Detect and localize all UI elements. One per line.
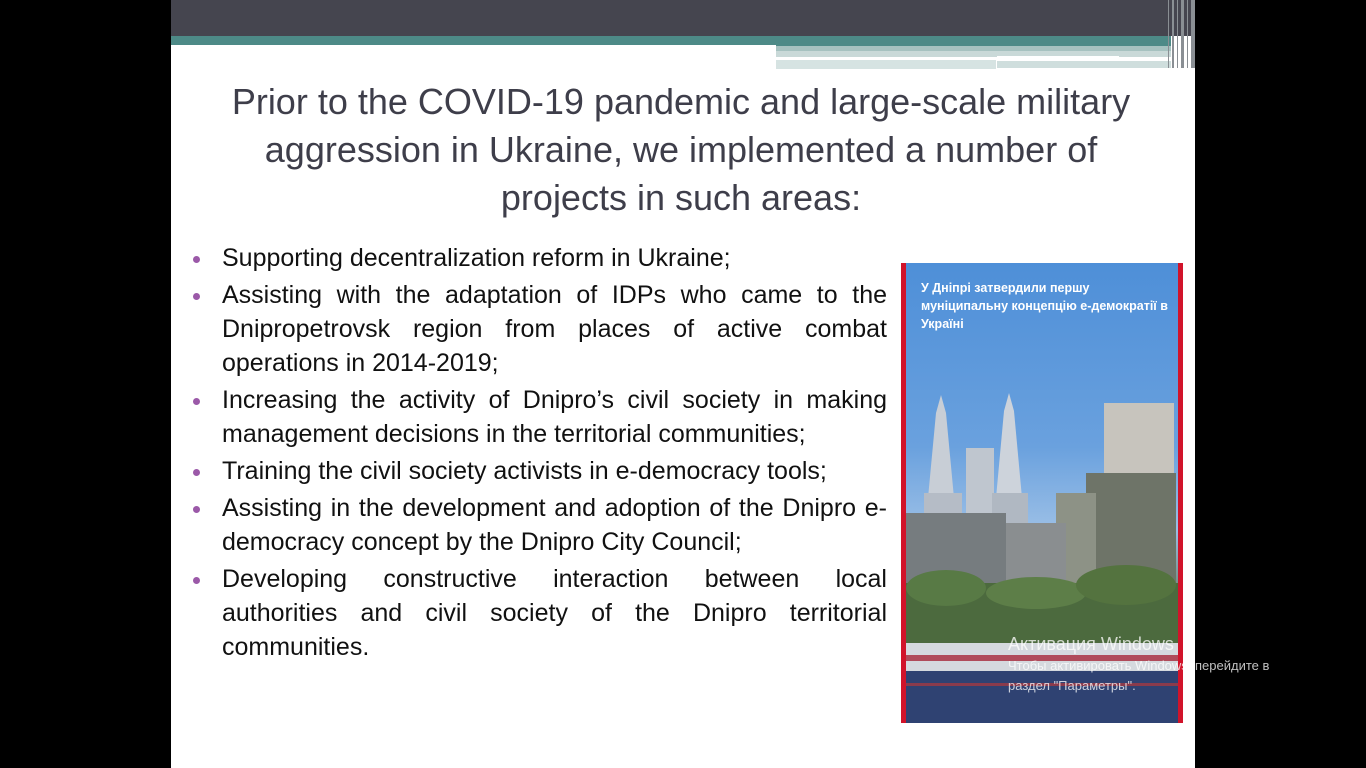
- watermark-text: раздел "Параметры".: [1008, 678, 1136, 693]
- list-item: Training the civil society activists in e-democracy tools;: [193, 454, 887, 488]
- list-item: Supporting decentralization reform in Ukraine;: [193, 241, 887, 275]
- watermark-title: Активация Windows: [1008, 634, 1174, 654]
- list-item: Assisting in the development and adoption of the Dnipro e-democracy concept by the Dnipro City Council;: [193, 491, 887, 559]
- slide-title: Prior to the COVID-19 pandemic and large-scale military aggression in Ukraine, we implemented a number of projects in such areas:: [231, 81, 1131, 218]
- list-item: Developing constructive interaction between local authorities and civil society of the Dnipro territorial communities.: [193, 562, 887, 664]
- watermark-text: Чтобы активировать Windows, перейдите в: [1008, 658, 1270, 673]
- bullet-icon: [193, 577, 200, 584]
- header-band-white: [171, 45, 776, 51]
- bullet-list: [193, 241, 887, 667]
- bullet-icon: [193, 506, 200, 513]
- bullet-icon: [193, 293, 200, 300]
- bullet-icon: [193, 256, 200, 263]
- bullet-icon: [193, 398, 200, 405]
- header-band-right: [997, 61, 1171, 68]
- slide-header-bar: [171, 0, 1195, 36]
- header-stripes: [1165, 0, 1195, 68]
- windows-activation-watermark: [1008, 632, 1348, 696]
- photo-caption: У Дніпрі затвердили першу муніципальну концепцію е-демократії в Україні: [921, 281, 1168, 331]
- bullet-icon: [193, 469, 200, 476]
- list-item: Assisting with the adaptation of IDPs who came to the Dnipropetrovsk region from places of active combat operations in 2014-2019;: [193, 278, 887, 380]
- list-item: Increasing the activity of Dnipro’s civil society in making management decisions in the territorial communities;: [193, 383, 887, 451]
- header-band-right: [776, 60, 996, 69]
- header-band-right: [997, 56, 1119, 59]
